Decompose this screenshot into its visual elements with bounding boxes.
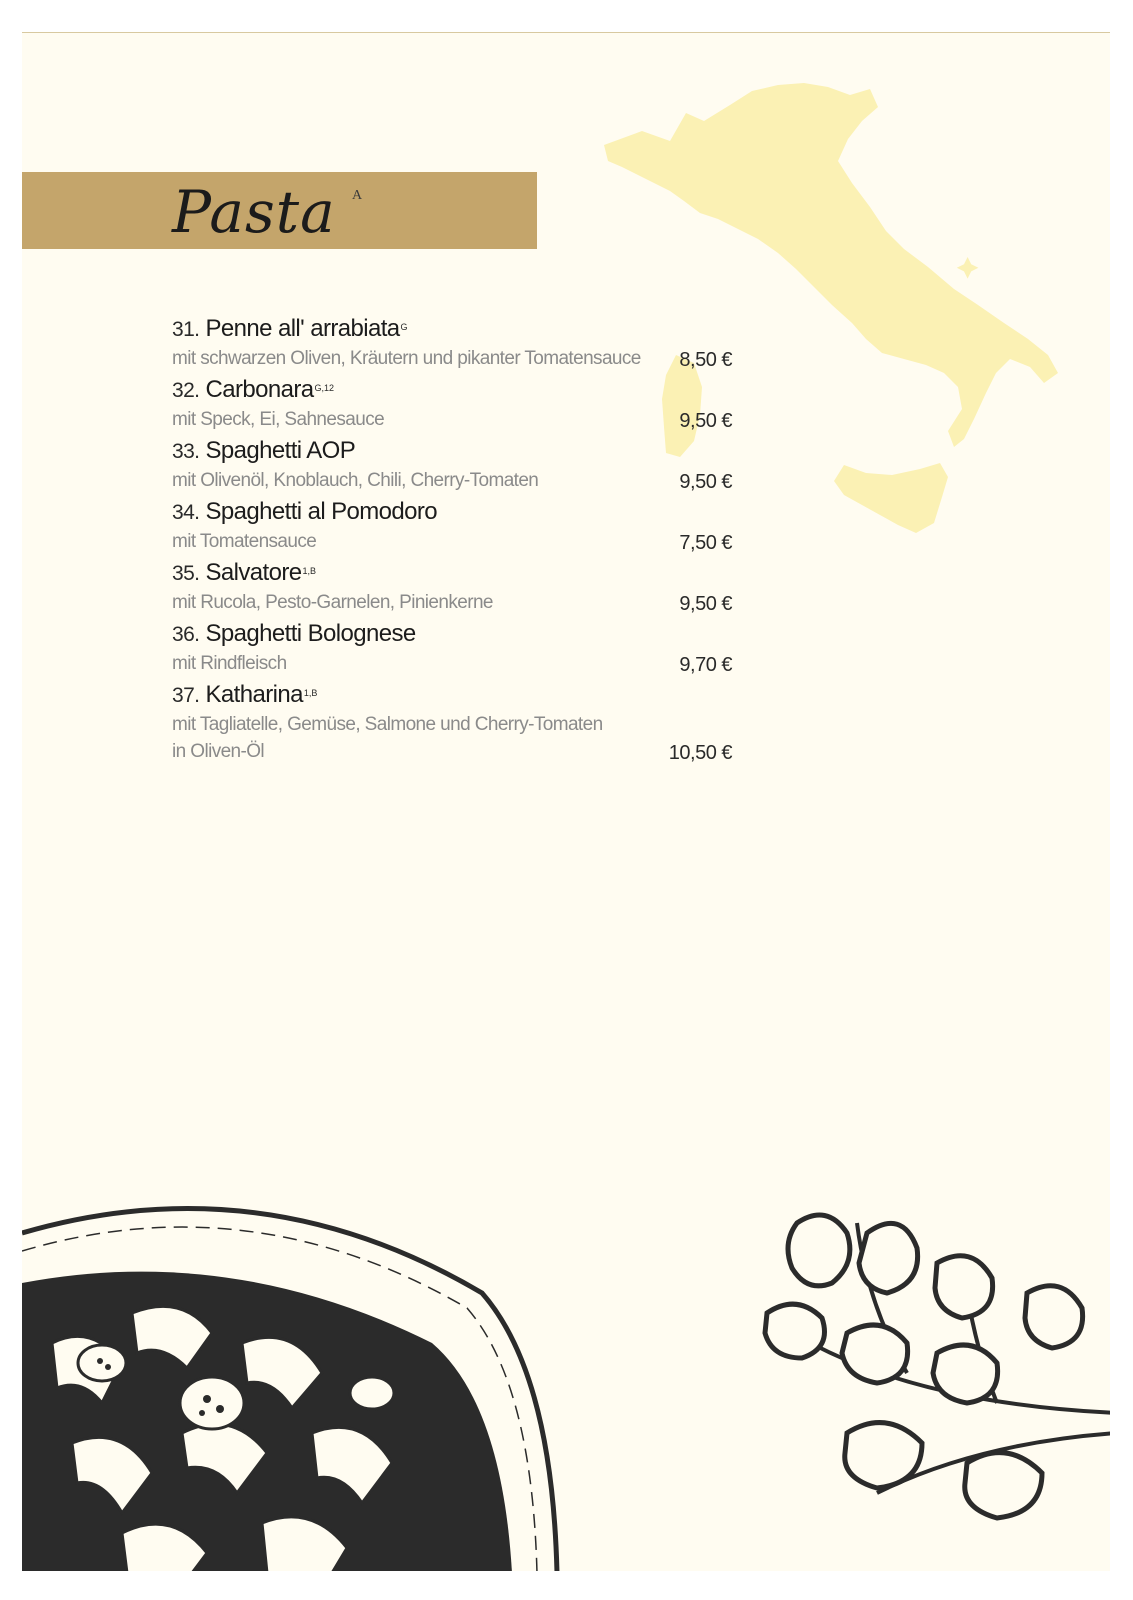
item-name: Spaghetti Bolognese (205, 620, 416, 647)
item-description: mit Olivenöl, Knoblauch, Chili, Cherry-Tomaten (172, 470, 539, 491)
item-allergens: 1,B (302, 566, 316, 576)
item-price: 10,50 € (668, 742, 732, 764)
item-price: 9,50 € (679, 410, 732, 432)
oregano-sprig-illustration (737, 1203, 1110, 1563)
section-title: Pasta (172, 178, 336, 246)
pasta-bowl-illustration (22, 1173, 572, 1571)
menu-item (172, 618, 732, 679)
item-number: 37. (172, 684, 200, 707)
menu-page (22, 33, 1110, 1571)
section-title-band (22, 172, 537, 249)
item-price: 9,50 € (679, 593, 732, 615)
item-number: 35. (172, 562, 200, 585)
item-allergens: G (400, 322, 408, 332)
item-price: 9,50 € (679, 471, 732, 493)
item-number: 34. (172, 501, 200, 524)
item-number: 36. (172, 623, 200, 646)
item-description: mit schwarzen Oliven, Kräutern und pikanter Tomatensauce (172, 348, 641, 369)
menu-item (172, 313, 732, 374)
menu-item (172, 435, 732, 496)
item-name: Spaghetti AOP (205, 437, 356, 464)
section-title-allergen: A (352, 188, 363, 203)
item-allergens: 1,B (303, 688, 318, 698)
pasta-menu-list (172, 313, 732, 767)
item-price: 8,50 € (679, 349, 732, 371)
item-name: Spaghetti al Pomodoro (205, 498, 438, 525)
item-number: 32. (172, 379, 200, 402)
item-name: Salvatore (205, 559, 302, 586)
item-price: 7,50 € (679, 532, 732, 554)
menu-item (172, 679, 732, 767)
item-name: Katharina (205, 681, 303, 708)
item-description: mit Tagliatelle, Gemüse, Salmone und Cherry-Tomaten in Oliven-Öl (172, 714, 603, 762)
menu-item (172, 374, 732, 435)
item-price: 9,70 € (679, 654, 732, 676)
item-name: Penne all' arrabiata (205, 315, 400, 342)
menu-item (172, 496, 732, 557)
item-description: mit Rucola, Pesto-Garnelen, Pinienkerne (172, 592, 493, 613)
item-description: mit Rindfleisch (172, 653, 287, 674)
item-description: mit Tomatensauce (172, 531, 317, 552)
item-allergens: G,12 (314, 383, 335, 393)
item-name: Carbonara (205, 376, 314, 403)
item-number: 31. (172, 318, 200, 341)
menu-item (172, 557, 732, 618)
item-number: 33. (172, 440, 200, 463)
item-description: mit Speck, Ei, Sahnesauce (172, 409, 385, 430)
